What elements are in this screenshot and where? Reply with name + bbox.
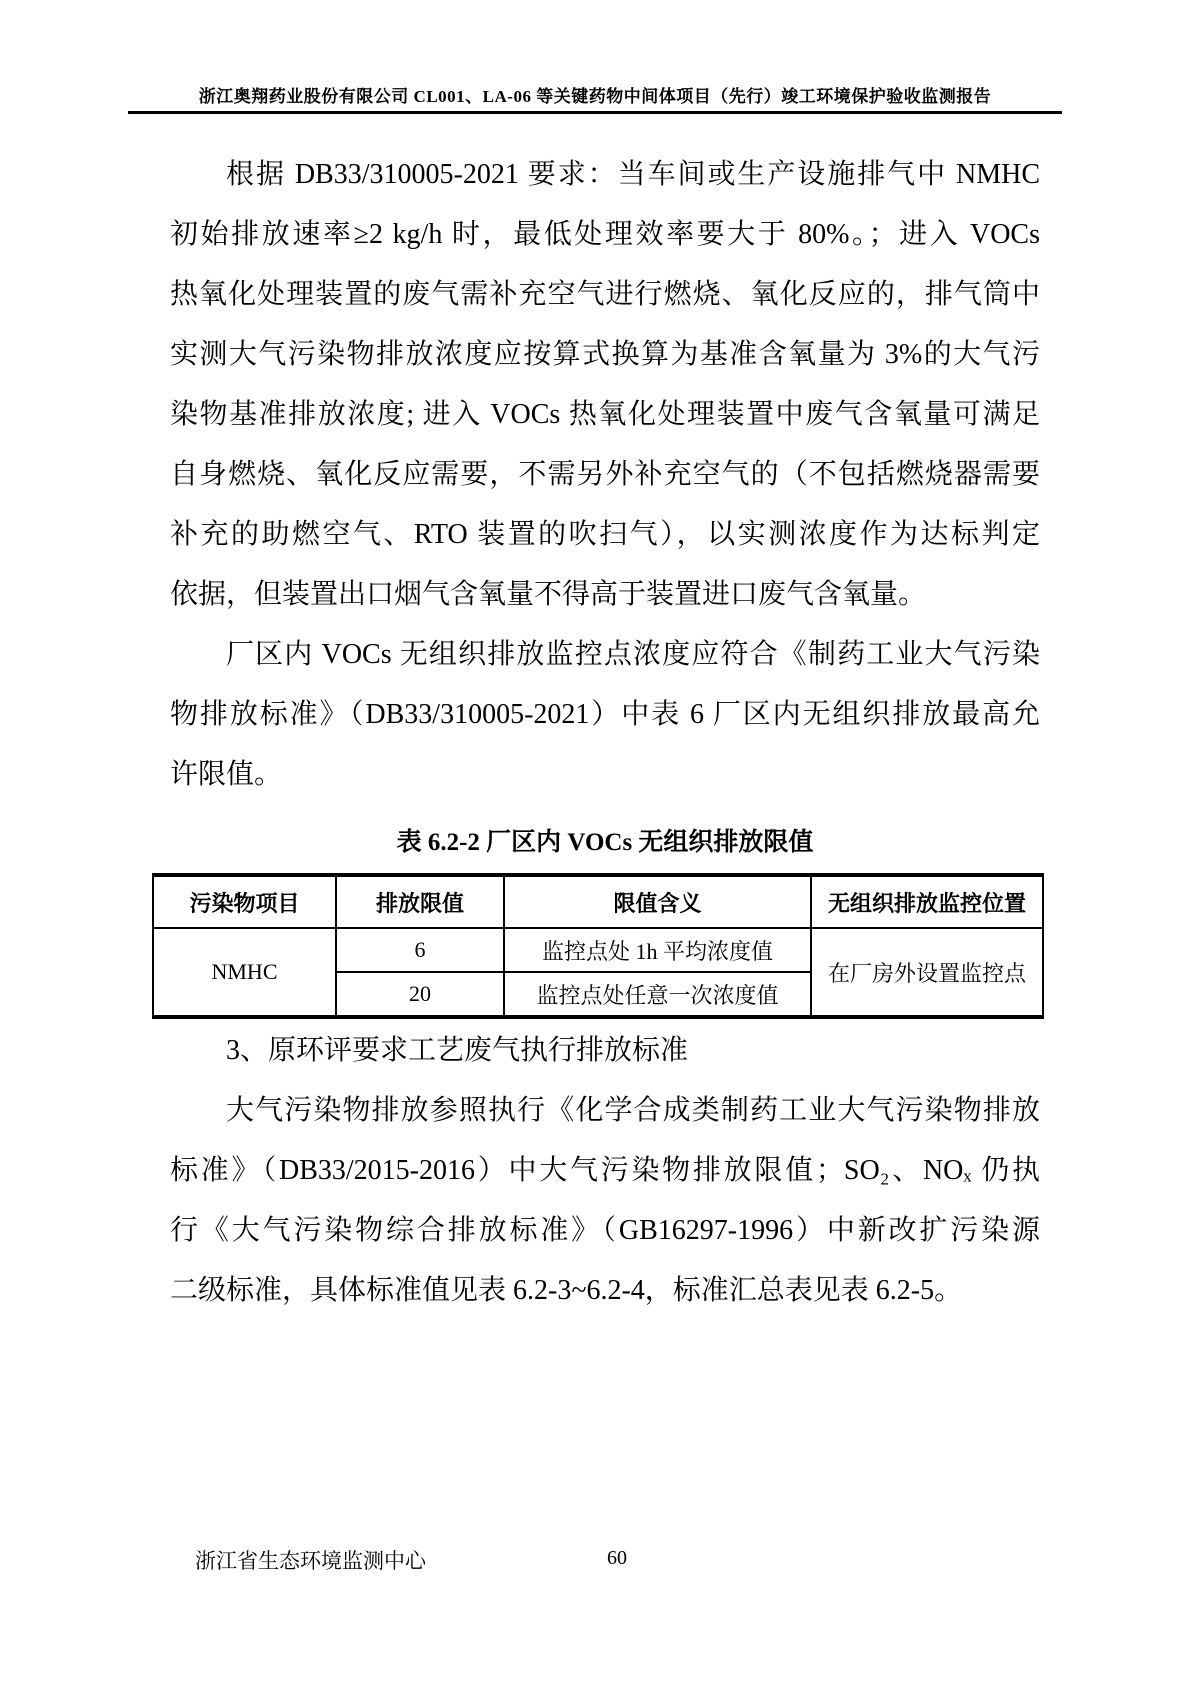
paragraph-reference-standards: [170, 1081, 1040, 1321]
page-header-title: 浙江奥翔药业股份有限公司 CL001、LA-06 等关键药物中间体项目（先行）竣工环境保护验收监测报告: [198, 87, 992, 106]
cell-location: 在厂房外设置监控点: [811, 928, 1043, 1017]
header-rule: [128, 111, 1062, 114]
text-line: 实测大气污染物排放浓度应按算式换算为基准含氧量为 3%的大气污: [170, 339, 1040, 370]
cell-limit: 20: [336, 972, 504, 1017]
footer-page-number: 60: [607, 1547, 627, 1569]
footer-organization: 浙江省生态环境监测中心: [195, 1549, 426, 1573]
text-line: 依据，但装置出口烟气含氧量不得高于装置进口废气含氧量。: [170, 579, 927, 610]
column-header-location: 无组织排放监控位置: [811, 875, 1043, 928]
paragraph-nmhc-requirements: [170, 145, 1040, 625]
table-header-row: [153, 875, 1043, 928]
column-header-meaning: 限值含义: [504, 875, 811, 928]
text-line: 根据 DB33/310005-2021 要求：当车间或生产设施排气中 NMHC: [226, 159, 1040, 190]
text-line: 初始排放速率≥2 kg/h 时，最低处理效率要大于 80%。；进入 VOCs: [170, 219, 1040, 250]
paragraph-fugitive-vocs: [170, 625, 1040, 805]
cell-pollutant: NMHC: [153, 928, 336, 1017]
text-line: 许限值。: [170, 759, 283, 790]
text-line: 物排放标准》（DB33/310005-2021）中表 6 厂区内无组织排放最高允: [170, 699, 1040, 730]
text-line: 热氧化处理装置的废气需补充空气进行燃烧、氧化反应的，排气筒中: [170, 279, 1040, 310]
text-line: 染物基准排放浓度; 进入 VOCs 热氧化处理装置中废气含氧量可满足: [170, 399, 1040, 430]
text-line: 大气污染物排放参照执行《化学合成类制药工业大气污染物排放: [226, 1095, 1040, 1126]
main-content: [170, 145, 1040, 1321]
cell-limit: 6: [336, 928, 504, 972]
text-line: 厂区内 VOCs 无组织排放监控点浓度应符合《制药工业大气污染: [226, 639, 1040, 670]
section-heading-3: 3、原环评要求工艺废气执行排放标准: [226, 1035, 689, 1066]
cell-meaning: 监控点处 1h 平均浓度值: [504, 928, 811, 972]
column-header-limit: 排放限值: [336, 875, 504, 928]
cell-meaning: 监控点处任意一次浓度值: [504, 972, 811, 1017]
text-line: 二级标准，具体标准值见表 6.2-3~6.2-4，标准汇总表见表 6.2-5。: [170, 1275, 963, 1306]
text-line: 行《大气污染物综合排放标准》（GB16297-1996）中新改扩污染源: [170, 1215, 1040, 1246]
table-title: 表 6.2-2 厂区内 VOCs 无组织排放限值: [396, 829, 814, 856]
vocs-fugitive-emission-limits-table: [152, 873, 1044, 1019]
column-header-pollutant: 污染物项目: [153, 875, 336, 928]
table-row: [153, 928, 1043, 972]
text-line: 自身燃烧、氧化反应需要，不需另外补充空气的（不包括燃烧器需要: [170, 459, 1040, 490]
text-line: 补充的助燃空气、RTO 装置的吹扫气），以实测浓度作为达标判定: [170, 519, 1040, 550]
text-line: 标准》（DB33/2015-2016）中大气污染物排放限值；SO₂、NOₓ 仍执: [170, 1155, 1040, 1186]
